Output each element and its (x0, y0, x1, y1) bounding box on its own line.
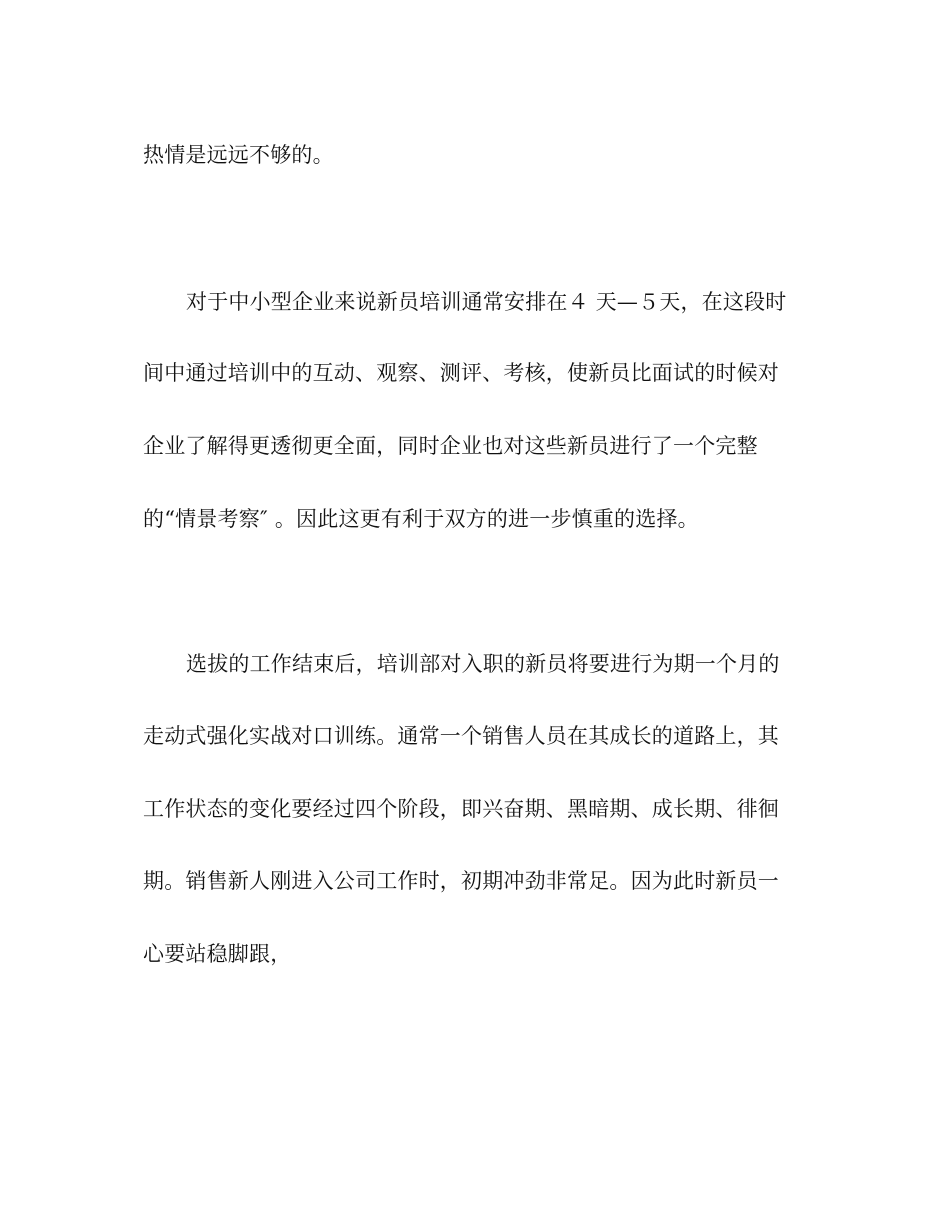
paragraph-3-line-4: 期。销售新人刚进入公司工作时，初期冲劲非常足。因为此时新员一 (143, 869, 779, 893)
paragraph-3-line-1: 选拔的工作结束后，培训部对入职的新员将要进行为期一个月的 (186, 652, 780, 676)
paragraph-3-line-2: 走动式强化实战对口训练。通常一个销售人员在其成长的道路上，其 (143, 724, 779, 748)
paragraph-2-line-3: 企业了解得更透彻更全面，同时企业也对这些新员进行了一个完整 (143, 434, 758, 458)
paragraph-3-line-5: 心要站稳脚跟， (143, 942, 292, 966)
paragraph-2-line-1: 对于中小型企业来说新员培训通常安排在４ 天—５天，在这段时 (186, 290, 787, 314)
paragraph-1-line-1: 热情是远远不够的。 (143, 143, 334, 167)
paragraph-2-line-4: 的“情景考察″ 。因此这更有利于双方的进一步慎重的选择。 (143, 507, 699, 531)
paragraph-3-line-3: 工作状态的变化要经过四个阶段，即兴奋期、黑暗期、成长期、徘徊 (143, 797, 779, 821)
paragraph-2-line-2: 间中通过培训中的互动、观察、测评、考核，使新员比面试的时候对 (143, 361, 779, 385)
